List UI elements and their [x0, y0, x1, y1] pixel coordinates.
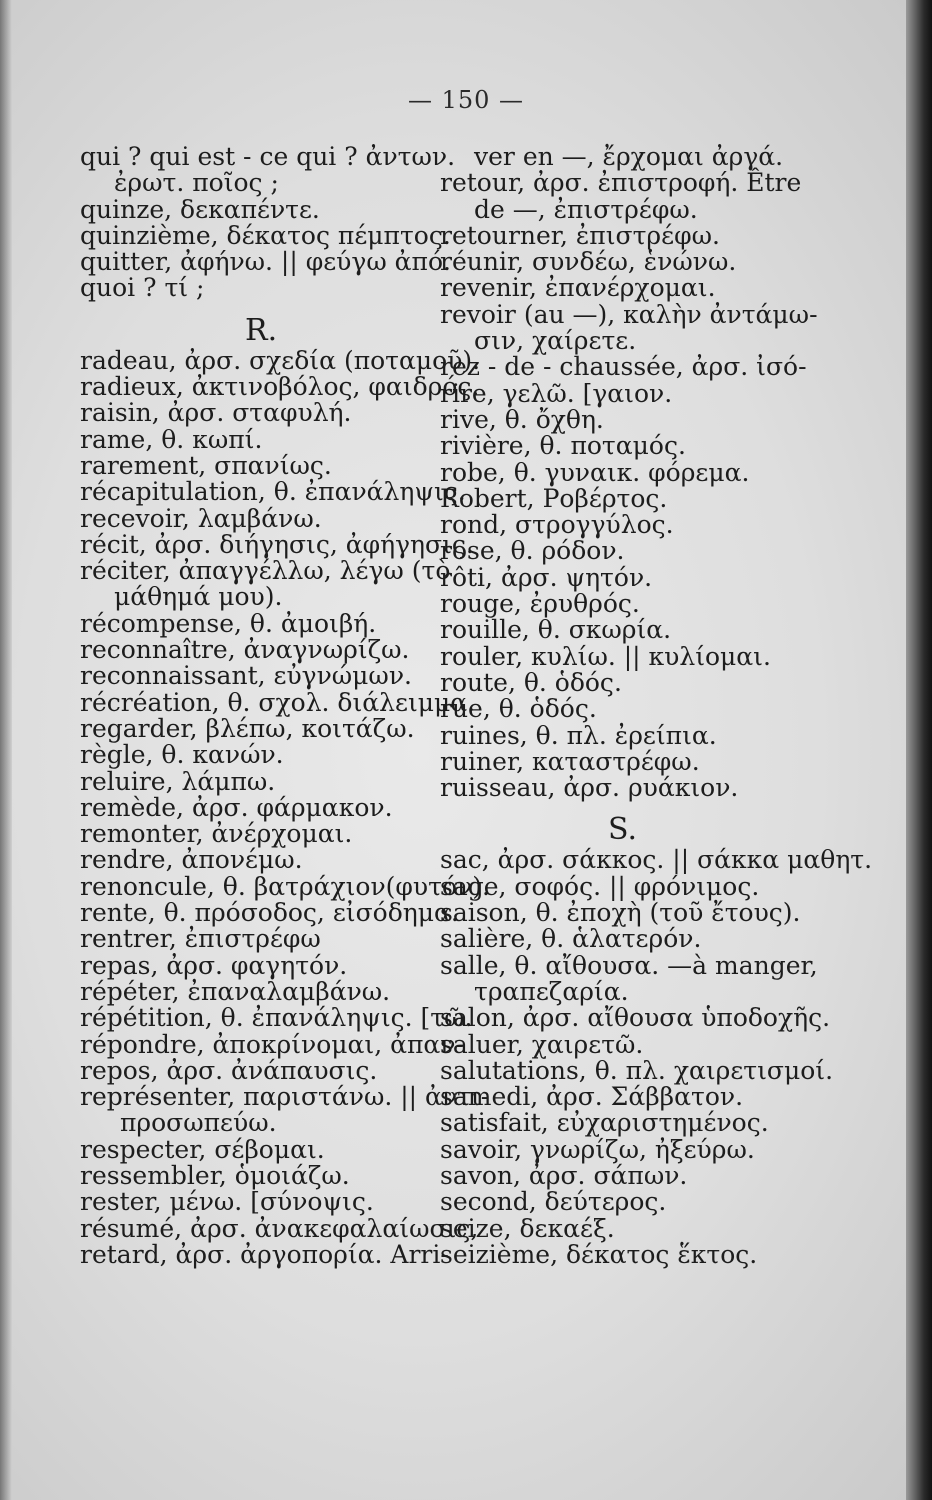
- section-letter-r: R.: [245, 312, 278, 348]
- entry-line: radieux, ἀκτινοβόλος, φαιδρός.: [80, 372, 480, 402]
- entry-line: rose, θ. ρόδον.: [440, 536, 625, 566]
- entry-line: repas, ἀρσ. φαγητόν.: [80, 950, 348, 980]
- entry-line: τραπεζαρία.: [474, 976, 629, 1006]
- entry-line: récompense, θ. ἀμοιβή.: [80, 608, 377, 638]
- entry-line: salle, θ. αἴθουσα. —à manger,: [440, 950, 818, 980]
- entry-line: récréation, θ. σχολ. διάλειμμα.: [80, 687, 476, 717]
- entry-line: recevoir, λαμβάνω.: [80, 503, 322, 533]
- entry-line: rive, θ. ὄχθη.: [440, 404, 604, 434]
- entry-line: respecter, σέβομαι.: [80, 1134, 325, 1164]
- section-letter-s: S.: [608, 812, 638, 848]
- entry-line: ressembler, ὁμοιάζω.: [80, 1160, 350, 1190]
- entry-line: revoir (au —), καλὴν ἀντάμω-: [440, 299, 818, 329]
- entry-line: ver en —, ἔρχομαι ἀργά.: [474, 142, 784, 171]
- entry-line: reconnaissant, εὐγνώμων.: [80, 661, 412, 691]
- entry-line: de —, ἐπιστρέφω.: [474, 194, 698, 224]
- entry-line: route, θ. ὁδός.: [440, 667, 622, 697]
- entry-line: saluer, χαιρετῶ.: [440, 1029, 644, 1059]
- entry-line: renoncule, θ. βατράχιον(φυτόν).: [80, 871, 490, 901]
- entry-line: réunir, συνδέω, ἑνώνω.: [440, 247, 737, 277]
- entry-line: Robert, Ροβέρτος.: [440, 483, 668, 513]
- entry-line: regarder, βλέπω, κοιτάζω.: [80, 713, 415, 743]
- entry-line: répéter, ἐπαναλαμβάνω.: [80, 976, 391, 1006]
- entry-line: réciter, ἀπαγγέλλω, λέγω (τὸ: [80, 556, 451, 586]
- entry-line: rame, θ. κωπί.: [80, 424, 263, 454]
- entry-line: rendre, ἀπονέμω.: [80, 845, 303, 875]
- entry-line: quitter, ἀφήνω. || φεύγω ἀπό.: [80, 247, 451, 277]
- entry-line: quinzième, δέκατος πέμπτος.: [80, 220, 451, 250]
- entry-line: μάθημά μου).: [114, 582, 283, 612]
- entry-line: rouille, θ. σκωρία.: [440, 615, 672, 645]
- entry-line: retard, ἀρσ. ἀργοπορία. Arri-: [80, 1239, 449, 1269]
- entry-line: rez - de - chaussée, ἀρσ. ἰσό-: [440, 352, 807, 382]
- entry-line: ruiner, καταστρέφω.: [440, 746, 700, 776]
- entry-line: second, δεύτερος.: [440, 1187, 667, 1217]
- entry-line: rouge, ἐρυθρός.: [440, 589, 640, 619]
- entry-line: règle, θ. κανών.: [80, 740, 284, 770]
- entry-line: récit, ἀρσ. διήγησις, ἀφήγησις.: [80, 529, 474, 559]
- entry-line: reconnaître, ἀναγνωρίζω.: [80, 635, 410, 665]
- entry-line: rouler, κυλίω. || κυλίομαι.: [440, 641, 771, 671]
- entry-line: ἐρωτ. ποῖος ;: [114, 168, 279, 198]
- entry-line: sage, σοφός. || φρόνιμος.: [440, 871, 760, 901]
- entry-line: rue, θ. ὁδός.: [440, 694, 597, 724]
- entry-line: rester, μένω. [σύνοψις.: [80, 1187, 374, 1217]
- entry-line: raisin, ἀρσ. σταφυλή.: [80, 398, 352, 428]
- entry-line: rente, θ. πρόσοδος, εἰσόδημα.: [80, 898, 459, 928]
- page-number: — 150 —: [407, 86, 525, 114]
- entry-line: représenter, παριστάνω. || ἀντι-: [80, 1082, 490, 1112]
- entry-line: remède, ἀρσ. φάρμακον.: [80, 792, 393, 822]
- entry-line: revenir, ἐπανέρχομαι.: [440, 273, 716, 303]
- entry-line: rire, γελῶ. [γαιον.: [440, 378, 673, 408]
- entry-line: ruines, θ. πλ. ἐρείπια.: [440, 720, 717, 750]
- entry-line: résumé, ἀρσ. ἀνακεφαλαίωσις,: [80, 1213, 479, 1243]
- entry-line: repos, ἀρσ. ἀνάπαυσις.: [80, 1055, 378, 1085]
- entry-line: προσωπεύω.: [120, 1108, 277, 1138]
- entry-line: reluire, λάμπω.: [80, 766, 276, 796]
- entry-line: robe, θ. γυναικ. φόρεμα.: [440, 457, 750, 487]
- entry-line: radeau, ἀρσ. σχεδία (ποταμοῦ).: [80, 345, 481, 375]
- entry-line: saison, θ. ἐποχὴ (τοῦ ἔτους).: [440, 898, 801, 928]
- entry-line: rarement, σπανίως.: [80, 450, 332, 480]
- entry-line: seize, δεκαέξ.: [440, 1213, 615, 1243]
- entry-line: sac, ἀρσ. σάκκος. || σάκκα μαθητ.: [440, 845, 873, 875]
- entry-line: répondre, ἀποκρίνομαι, ἀπαν-: [80, 1029, 464, 1059]
- entry-line: salutations, θ. πλ. χαιρετισμοί.: [440, 1055, 834, 1085]
- entry-line: rond, στρογγύλος.: [440, 510, 674, 540]
- entry-line: récapitulation, θ. ἐπανάληψις.: [80, 477, 466, 507]
- entry-line: quinze, δεκαπέντε.: [80, 194, 320, 224]
- entry-line: seizième, δέκατος ἕκτος.: [440, 1239, 758, 1269]
- entry-line: σιν, χαίρετε.: [474, 326, 637, 356]
- entry-line: retourner, ἐπιστρέφω.: [440, 220, 720, 250]
- entry-line: répétition, θ. ἐπανάληψις. [τῶ.: [80, 1003, 473, 1033]
- entry-line: savon, ἀρσ. σάπων.: [440, 1160, 688, 1190]
- entry-line: quoi ? τί ;: [80, 273, 205, 303]
- page-right-edge: [906, 0, 932, 1500]
- entry-line: rentrer, ἐπιστρέφω: [80, 924, 321, 954]
- entry-line: remonter, ἀνέρχομαι.: [80, 819, 353, 849]
- right-column: [440, 142, 873, 1269]
- entry-line: samedi, ἀρσ. Σάββατον.: [440, 1082, 744, 1112]
- entry-line: rôti, ἀρσ. ψητόν.: [440, 562, 653, 592]
- entry-line: savoir, γνωρίζω, ἠξεύρω.: [440, 1134, 755, 1164]
- entry-line: salon, ἀρσ. αἴθουσα ὑποδοχῆς.: [440, 1003, 831, 1033]
- entry-line: qui ? qui est - ce qui ? ἀντων.: [80, 142, 456, 171]
- entry-line: ruisseau, ἀρσ. ρυάκιον.: [440, 773, 739, 803]
- entry-line: rivière, θ. ποταμός.: [440, 431, 686, 461]
- entry-line: salière, θ. ἁλατερόν.: [440, 924, 702, 954]
- entry-line: retour, ἀρσ. ἐπιστροφή. Être: [440, 168, 802, 198]
- entry-line: satisfait, εὐχαριστημένος.: [440, 1108, 769, 1138]
- page-left-shadow: [0, 0, 12, 1500]
- left-column: [80, 142, 490, 1269]
